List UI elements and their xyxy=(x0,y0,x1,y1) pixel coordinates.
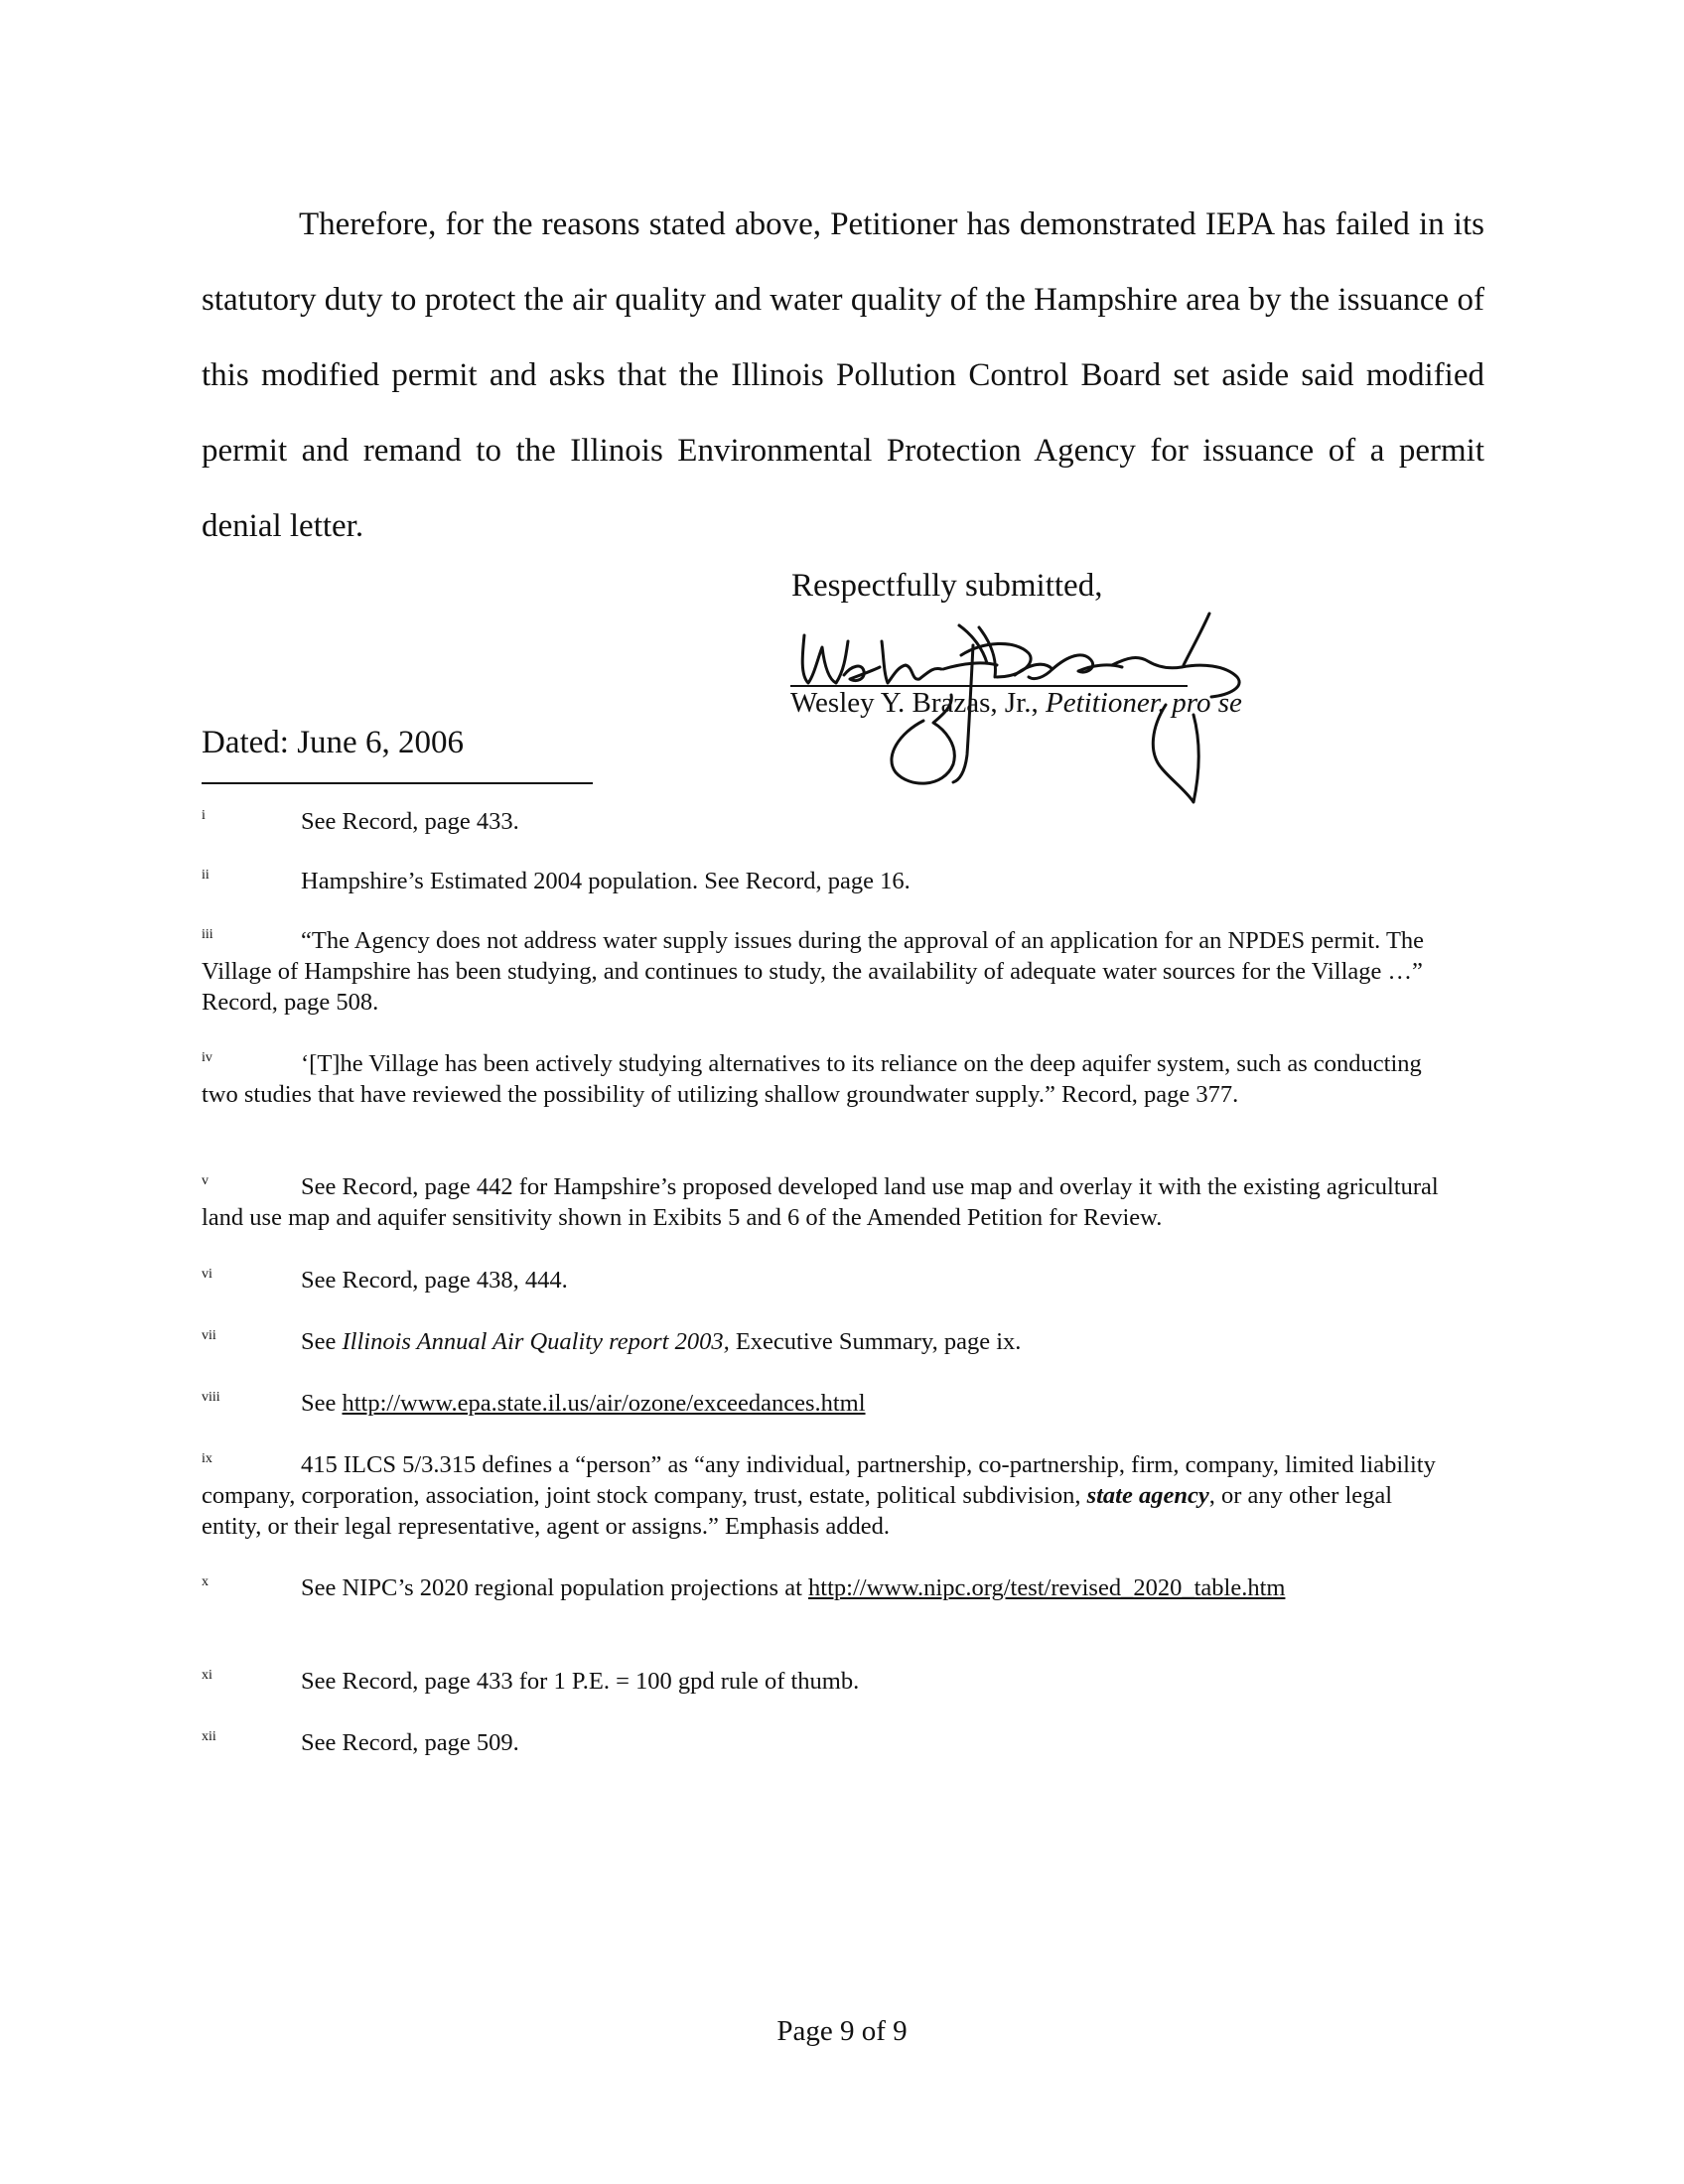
signer-name xyxy=(790,687,1242,720)
signer-name-text: Wesley Y. Brazas, Jr., xyxy=(790,687,1039,719)
footnote-marker: vi xyxy=(202,1267,212,1282)
footnote-marker: v xyxy=(202,1173,209,1188)
footnote-marker: ix xyxy=(202,1451,212,1466)
footnote-text: See Record, page 438, 444. xyxy=(301,1267,568,1294)
signer-role: Petitioner, pro se xyxy=(1046,687,1242,719)
nipc-projections-link[interactable]: http://www.nipc.org/test/revised_2020_table.htm xyxy=(808,1574,1286,1601)
dated-line: Dated: June 6, 2006 xyxy=(202,725,464,760)
footnote-marker: xii xyxy=(202,1729,216,1744)
footnote-text-pre: See xyxy=(301,1390,343,1417)
footnote-marker: vii xyxy=(202,1328,216,1343)
footnote-marker: iii xyxy=(202,927,213,942)
footnote-text-post: Executive Summary, page ix. xyxy=(729,1328,1022,1355)
footnote-marker: ii xyxy=(202,868,210,883)
footnote-xii xyxy=(202,1721,1457,1758)
footnote-v xyxy=(202,1165,1457,1233)
footnote-i xyxy=(202,800,1457,837)
footnote-marker: viii xyxy=(202,1390,220,1405)
conclusion-text: Therefore, for the reasons stated above, Petitioner has demonstrated IEPA has failed in its statutory duty to protect the air quality and water quality of the Hampshire area by the issuance of this modified permit and asks that the Illinois Pollution Control Board set aside said modified permit and remand to the Illinois Environmental Protection Agency for issuance of a permit denial letter. xyxy=(202,206,1484,544)
footnote-text-pre: See NIPC’s 2020 regional population projections at xyxy=(301,1574,809,1601)
footnote-separator xyxy=(202,782,593,784)
exceedances-link[interactable]: http://www.epa.state.il.us/air/ozone/exceedances.html xyxy=(342,1390,866,1417)
page-number: Page 9 of 9 xyxy=(776,2015,908,2047)
report-title: Illinois Annual Air Quality report 2003, xyxy=(342,1328,730,1355)
footnote-text-pre: 415 ILCS 5/3.315 defines a “person” as “any individual, partnership, co-partnership, firm, company, limited liability company, corporation, association, joint stock company, trust, estate, political subdivision, xyxy=(202,1451,1436,1509)
footnote-text: ‘[T]he Village has been actively studying alternatives to its reliance on the deep aquifer system, such as conducting two studies that have reviewed the possibility of utilizing shallow groundwater supply.” Record, page 377. xyxy=(202,1050,1422,1108)
footnote-marker: iv xyxy=(202,1050,212,1065)
footnote-text-pre: See xyxy=(301,1328,343,1355)
footnote-vii xyxy=(202,1320,1457,1357)
footnote-marker: i xyxy=(202,808,206,823)
footnote-text: See Record, page 442 for Hampshire’s proposed developed land use map and overlay it with the existing agricultural land use map and aquifer sensitivity shown in Exibits 5 and 6 of the Amended Petition for Review. xyxy=(202,1173,1439,1231)
closing-salutation: Respectfully submitted, xyxy=(791,568,1103,604)
signature-block xyxy=(784,606,1340,814)
footnote-iv xyxy=(202,1042,1457,1110)
footnote-text: See Record, page 433 for 1 P.E. = 100 gpd rule of thumb. xyxy=(301,1668,860,1695)
footnote-ii xyxy=(202,860,1457,896)
footnote-text: Hampshire’s Estimated 2004 population. See Record, page 16. xyxy=(301,868,911,894)
footnote-text: “The Agency does not address water supply issues during the approval of an application for an NPDES permit. The Village of Hampshire has been studying, and continues to study, the availability of adequate water sources for the Village …” Record, page 508. xyxy=(202,927,1425,1016)
footnote-xi xyxy=(202,1660,1457,1697)
footnote-vi xyxy=(202,1259,1457,1296)
footnote-marker: xi xyxy=(202,1668,212,1683)
footnote-marker: x xyxy=(202,1574,209,1589)
footnote-text-post: , or any other legal entity, or their legal representative, agent or assigns.” Emphasis added. xyxy=(202,1482,1393,1540)
footnote-iii xyxy=(202,919,1457,1018)
footnote-x xyxy=(202,1567,1457,1603)
conclusion-paragraph xyxy=(202,187,1484,564)
footnote-ix xyxy=(202,1443,1457,1542)
emphasis-text: state agency xyxy=(1086,1482,1209,1509)
footnote-text: See Record, page 509. xyxy=(301,1729,519,1756)
footnote-text: See Record, page 433. xyxy=(301,808,519,835)
footnote-viii xyxy=(202,1382,1457,1419)
